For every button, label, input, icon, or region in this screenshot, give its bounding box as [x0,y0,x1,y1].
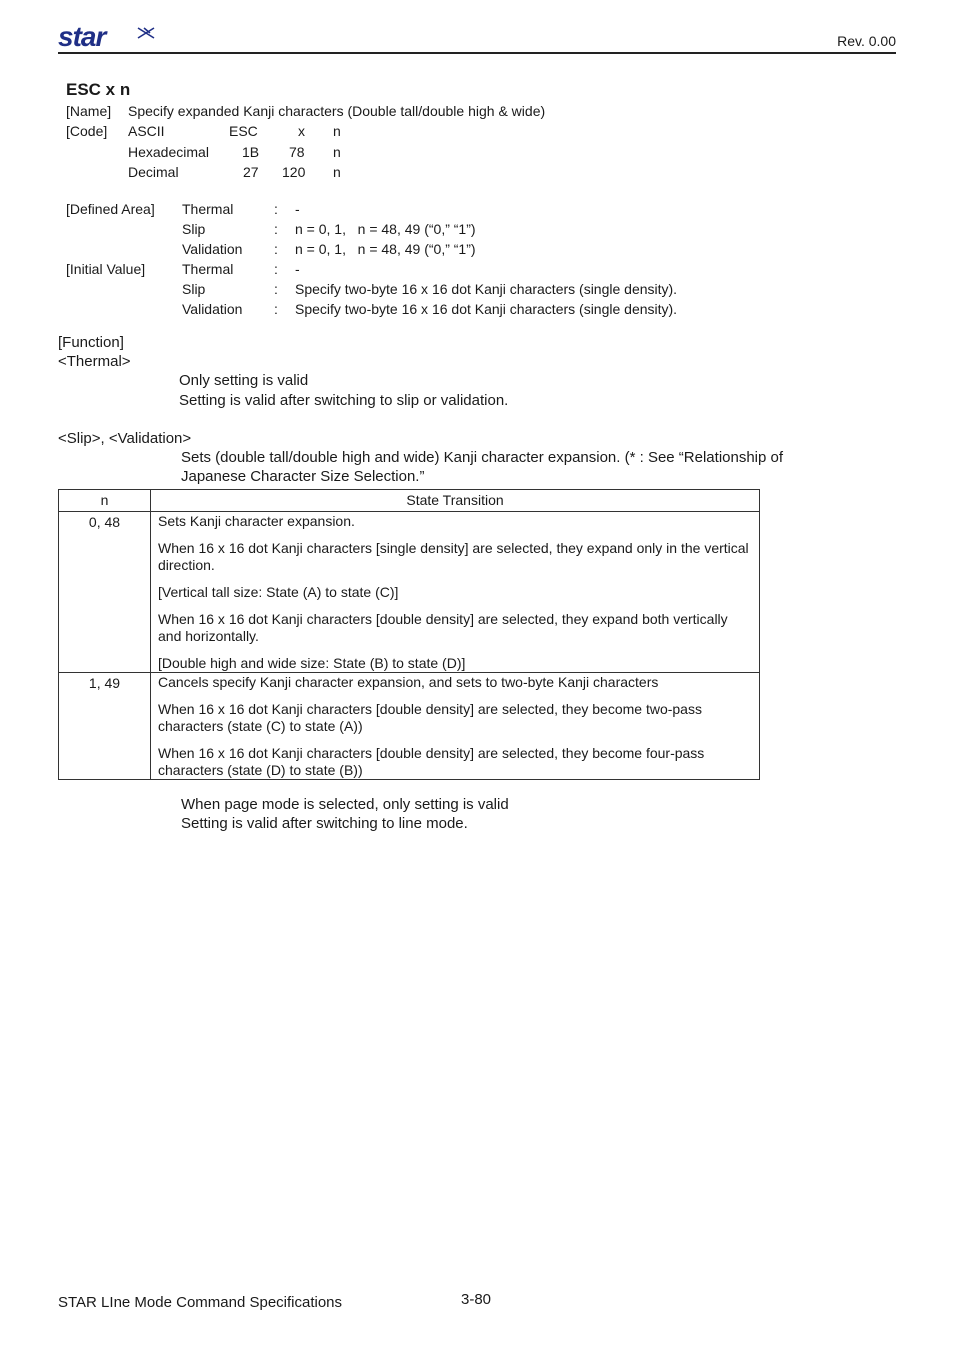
state-transition-table [58,489,760,780]
footer-page-number: 3-80 [461,1291,492,1308]
mode-value: n = 0, 1, n = 48, 49 (“0,” “1”) [295,221,476,237]
mode-value: Specify two-byte 16 x 16 dot Kanji characters (single density). [295,301,678,317]
cell-description [151,673,760,780]
code-value: n [333,164,341,180]
code-value: ESC [229,123,258,139]
thermal-line: Setting is valid after switching to slip or validation. [179,392,509,409]
note-line: When page mode is selected, only setting is valid [181,796,509,813]
cell-n: 1, 49 [59,673,151,780]
cell-paragraph: Cancels specify Kanji character expansion, and sets to two-byte Kanji characters [158,674,659,690]
colon: : [274,281,278,297]
colon: : [274,301,278,317]
colon: : [274,201,278,217]
function-label: [Function] [58,334,124,351]
name-label: [Name] [66,103,112,119]
mode-value: Specify two-byte 16 x 16 dot Kanji characters (single density). [295,281,678,297]
code-value: 78 [289,144,305,160]
code-label: [Code] [66,123,108,139]
column-header-n: n [59,490,151,512]
colon: : [274,261,278,277]
cell-description [151,512,760,673]
mode-value: - [295,261,300,277]
logo-mark-icon [138,28,154,38]
slip-validation-heading: <Slip>, <Validation> [58,430,192,447]
header-rule [58,52,896,54]
code-value: n [333,123,341,139]
mode-label: Slip [182,281,206,297]
mode-label: Thermal [182,261,234,277]
star-logo [58,24,158,55]
table-header-row [59,490,760,512]
logo-wordmark: star [58,24,106,50]
cell-paragraph: When 16 x 16 dot Kanji characters [double density] are selected, they become two-pass characters (state (C) to state (A)) [158,701,702,734]
initial-value-label: [Initial Value] [66,261,146,277]
cell-paragraph: When 16 x 16 dot Kanji characters [single density] are selected, they expand only in the vertical direction. [158,540,749,573]
colon: : [274,221,278,237]
slip-line: Japanese Character Size Selection.” [181,468,425,485]
note-line: Setting is valid after switching to line mode. [181,815,468,832]
code-value: 27 [243,164,259,180]
table-row [59,673,760,780]
cell-paragraph: [Double high and wide size: State (B) to state (D)] [158,655,466,671]
mode-label: Thermal [182,201,234,217]
code-kind: ASCII [128,123,165,139]
thermal-line: Only setting is valid [179,372,309,389]
code-kind: Decimal [128,164,179,180]
mode-label: Slip [182,221,206,237]
code-kind: Hexadecimal [128,144,209,160]
cell-paragraph: Sets Kanji character expansion. [158,513,355,529]
command-title: ESC x n [66,80,131,99]
mode-value: n = 0, 1, n = 48, 49 (“0,” “1”) [295,241,476,257]
revision-label: Rev. 0.00 [837,33,896,49]
code-value: 120 [282,164,306,180]
thermal-heading: <Thermal> [58,353,131,370]
cell-n: 0, 48 [59,512,151,673]
defined-area-label: [Defined Area] [66,201,155,217]
slip-line: Sets (double tall/double high and wide) Kanji character expansion. (* : See “Relationship of [181,449,784,466]
name-text: Specify expanded Kanji characters (Double tall/double high & wide) [128,103,546,119]
code-value: x [298,123,305,139]
footer-document-title: STAR LIne Mode Command Specifications [58,1294,343,1311]
table-row [59,512,760,673]
mode-label: Validation [182,241,243,257]
code-value: n [333,144,341,160]
cell-paragraph: When 16 x 16 dot Kanji characters [double density] are selected, they become four-pass characters (state (D) to state (B)) [158,745,705,778]
mode-label: Validation [182,301,243,317]
cell-paragraph: [Vertical tall size: State (A) to state (C)] [158,584,399,600]
code-value: 1B [242,144,260,160]
mode-value: - [295,201,300,217]
colon: : [274,241,278,257]
cell-paragraph: When 16 x 16 dot Kanji characters [double density] are selected, they expand both vertically and horizontally. [158,611,728,644]
column-header-state-transition: State Transition [151,490,760,512]
